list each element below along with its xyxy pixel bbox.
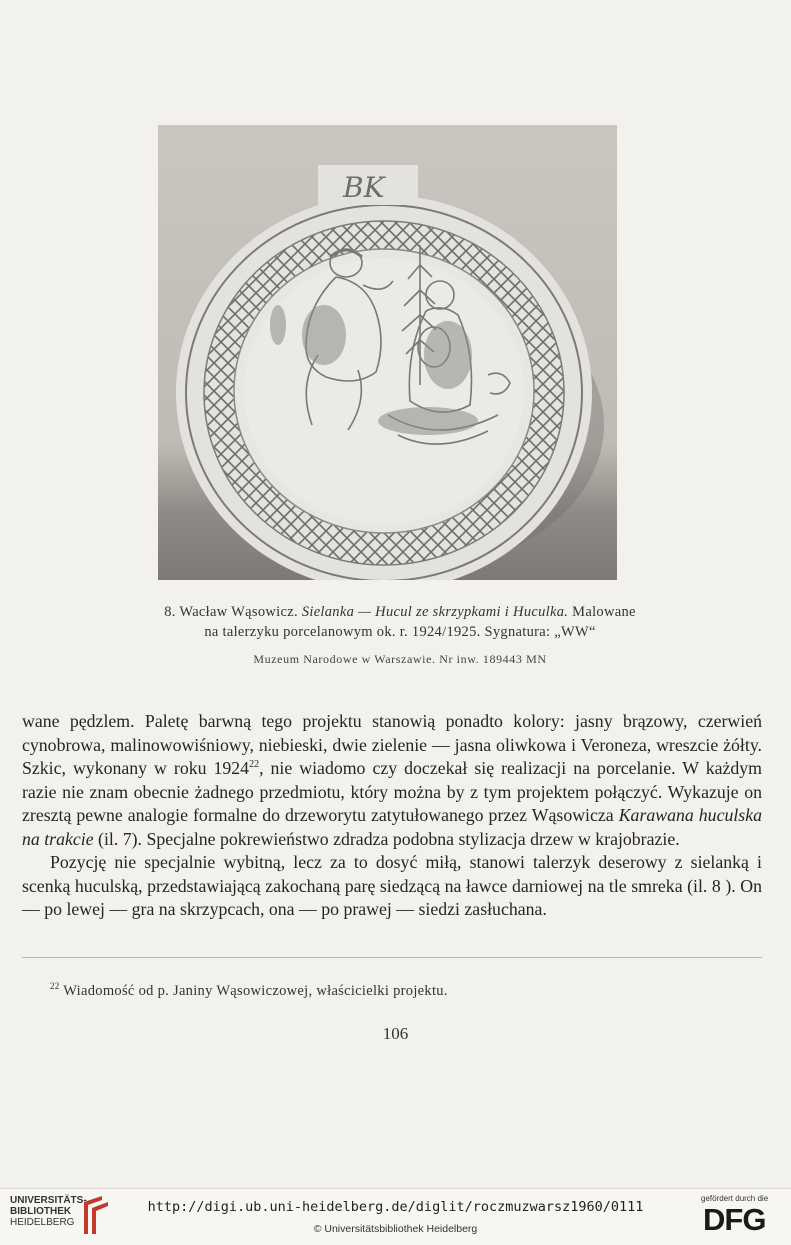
footnote-text: Wiadomość od p. Janiny Wąsowiczowej, właścicielki projektu.	[59, 983, 448, 999]
funded-by-text: gefördert durch die	[701, 1194, 769, 1203]
figure-caption-line-2: na talerzyku porcelanowym ok. r. 1924/1925. Sygnatura: „WW“	[204, 624, 596, 640]
paragraph-1-part-a: wane pędzlem. Paletę barwną tego projektu stanowią ponadto kolory: jasny brązowy, czerwień cynobrowa, malinowowiśniowy, niebieski, dwie zielenie — jasna oliwkowa i Veroneza, wreszcie żółty. Szkic, wykonany w roku 1924	[22, 711, 762, 778]
caption-title: Sielanka — Hucul ze skrzypkami i Huculka.	[301, 604, 569, 620]
paragraph-1-part-c: (il. 7). Specjalne pokrewieństwo zdradza podobna stylizacja drzew w krajobrazie.	[93, 828, 680, 849]
paragraph-1-part-b: , nie wiadomo czy doczekał się realizacji na porcelanie. W każdym razie nie znam obecnie żadnego przedmiotu, który można by z tym projektem połączyć. Wykazuje on zresztą pewne analogie formalne do drzeworytu zatytułowanego przez Wąsowicza	[22, 758, 762, 825]
figure-caption-source: Muzeum Narodowe w Warszawie. Nr inw. 189443 MN	[253, 652, 547, 666]
paragraph-2: Pozycję nie specjalnie wybitną, lecz za to dosyć miłą, stanowi talerzyk deserowy z sielanką i scenką huculską, przedstawiającą zakochaną parę siedzącą na ławce darniowej na tle smreka (il. 8 ). On — po lewej — gra na skrzypcach, ona — po prawej — siedzi zasłuchana.	[22, 852, 762, 919]
body-text	[22, 710, 762, 922]
plate-illustration	[158, 125, 617, 580]
footer-bar	[0, 1188, 791, 1245]
dfg-logo: DFG	[703, 1202, 766, 1237]
plate-photograph	[158, 125, 617, 580]
figure-caption-line-1	[100, 604, 700, 621]
footnote-ref: 22	[249, 759, 260, 771]
document-url-link[interactable]: http://digi.ub.uni-heidelberg.de/diglit/roczmuzwarsz1960/0111	[147, 1199, 644, 1215]
footnote-marker: 22	[50, 981, 60, 992]
library-name-line-1: UNIVERSITÄTS-	[10, 1195, 87, 1206]
page-number: 106	[382, 1024, 409, 1043]
copyright-text: © Universitätsbibliothek Heidelberg	[313, 1223, 478, 1235]
plate-signature: BK	[343, 171, 385, 204]
footnote-divider	[22, 957, 762, 958]
caption-author: 8. Wacław Wąsowicz.	[164, 604, 302, 620]
library-name-line-3: HEIDELBERG	[10, 1217, 75, 1228]
caption-technique: Malowane	[568, 604, 636, 620]
artwork-title: Karawana huculska na trakcie	[22, 805, 762, 849]
paragraph-1	[22, 710, 762, 851]
library-name-line-2: BIBLIOTHEK	[10, 1206, 72, 1217]
footnote	[50, 983, 448, 1000]
